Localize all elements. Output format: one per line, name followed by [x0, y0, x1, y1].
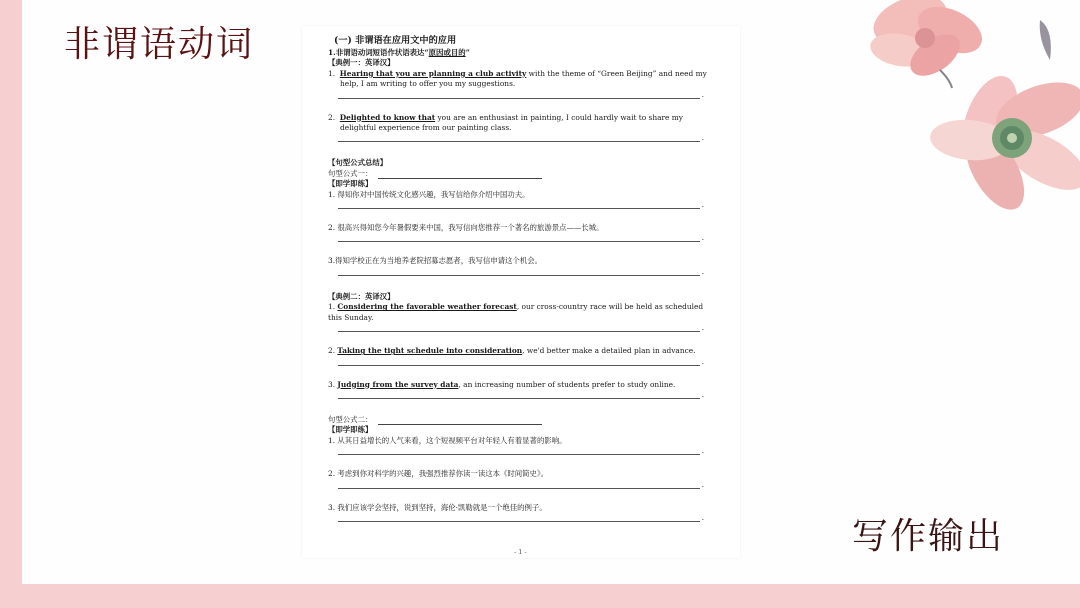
practice-2-item-2: 2. 考虑到你对科学的兴趣，我强烈推荐你读一读这本《时间简史》。: [328, 469, 549, 479]
practice-1-item-1: 1. 得知你对中国传统文化感兴趣，我写信给你介绍中国功夫。: [328, 189, 530, 199]
answer-line[interactable]: .: [338, 365, 700, 366]
summary-label: 【句型公式总结】: [328, 158, 388, 168]
answer-line[interactable]: .: [338, 275, 700, 276]
example-1-item-1: 1. Hearing that you are planning a club activity with the theme of “Green Beijing” and need my help, I am writing to offer you my suggestions.: [328, 68, 707, 89]
answer-line[interactable]: .: [338, 141, 700, 142]
example-1-item-2: 2. Delighted to know that you are an enthusiast in painting, I could hardly wait to share my delightful experience from our painting class.: [328, 112, 683, 133]
practice-2-label: 【即学即练】: [328, 425, 373, 435]
answer-line[interactable]: .: [338, 331, 700, 332]
answer-line[interactable]: .: [338, 521, 700, 522]
formula-blank[interactable]: [378, 416, 542, 425]
answer-line[interactable]: .: [338, 454, 700, 455]
page-number: - 1 -: [514, 548, 527, 556]
answer-line[interactable]: .: [338, 488, 700, 489]
slide-title: 非谓语动词: [64, 24, 255, 65]
practice-1-item-2: 2. 很高兴得知您今年暑假要来中国，我写信向您推荐一个著名的旅游景点——长城。: [328, 223, 604, 233]
formula-2: 句型公式二：: [328, 415, 718, 425]
answer-line[interactable]: .: [338, 398, 700, 399]
practice-1-label: 【即学即练】: [328, 179, 373, 189]
practice-2-item-1: 1. 从其日益增长的人气来看，这个短视频平台对年轻人有着显著的影响。: [328, 435, 567, 445]
formula-blank[interactable]: [378, 170, 542, 179]
example-2-label: 【典例二：英译汉】: [328, 291, 395, 301]
section-title: (一) 非谓语在应用文中的应用: [334, 35, 457, 46]
example-1-label: 【典例一：英译汉】: [328, 58, 395, 68]
slide-bottom-band: [0, 584, 1080, 608]
heading-1: 1.非谓语动词短语作状语表达“原因或目的”: [328, 48, 470, 57]
flower-decoration: [840, 0, 1080, 225]
formula-1: 句型公式一：: [328, 169, 718, 179]
practice-1-item-3: 3.得知学校正在为当地养老院招募志愿者，我写信申请这个机会。: [328, 256, 542, 266]
answer-line[interactable]: .: [338, 241, 700, 242]
practice-2-item-3: 3. 我们应该学会坚持，说到坚持，海伦·凯勒就是一个绝佳的例子。: [328, 502, 547, 512]
example-2-item-2: 2. Taking the tight schedule into consideration, we'd better make a detailed plan in advance.: [328, 346, 696, 356]
example-2-item-1: 1. Considering the favorable weather forecast, our cross-country race will be held as scheduled this Sunday.: [328, 302, 704, 322]
document-page: [302, 26, 740, 558]
answer-line[interactable]: .: [338, 98, 700, 99]
slide-subtitle: 写作输出: [852, 516, 1005, 557]
answer-line[interactable]: .: [338, 208, 700, 209]
example-2-item-3: 3. Judging from the survey data, an increasing number of students prefer to study online.: [328, 379, 676, 389]
